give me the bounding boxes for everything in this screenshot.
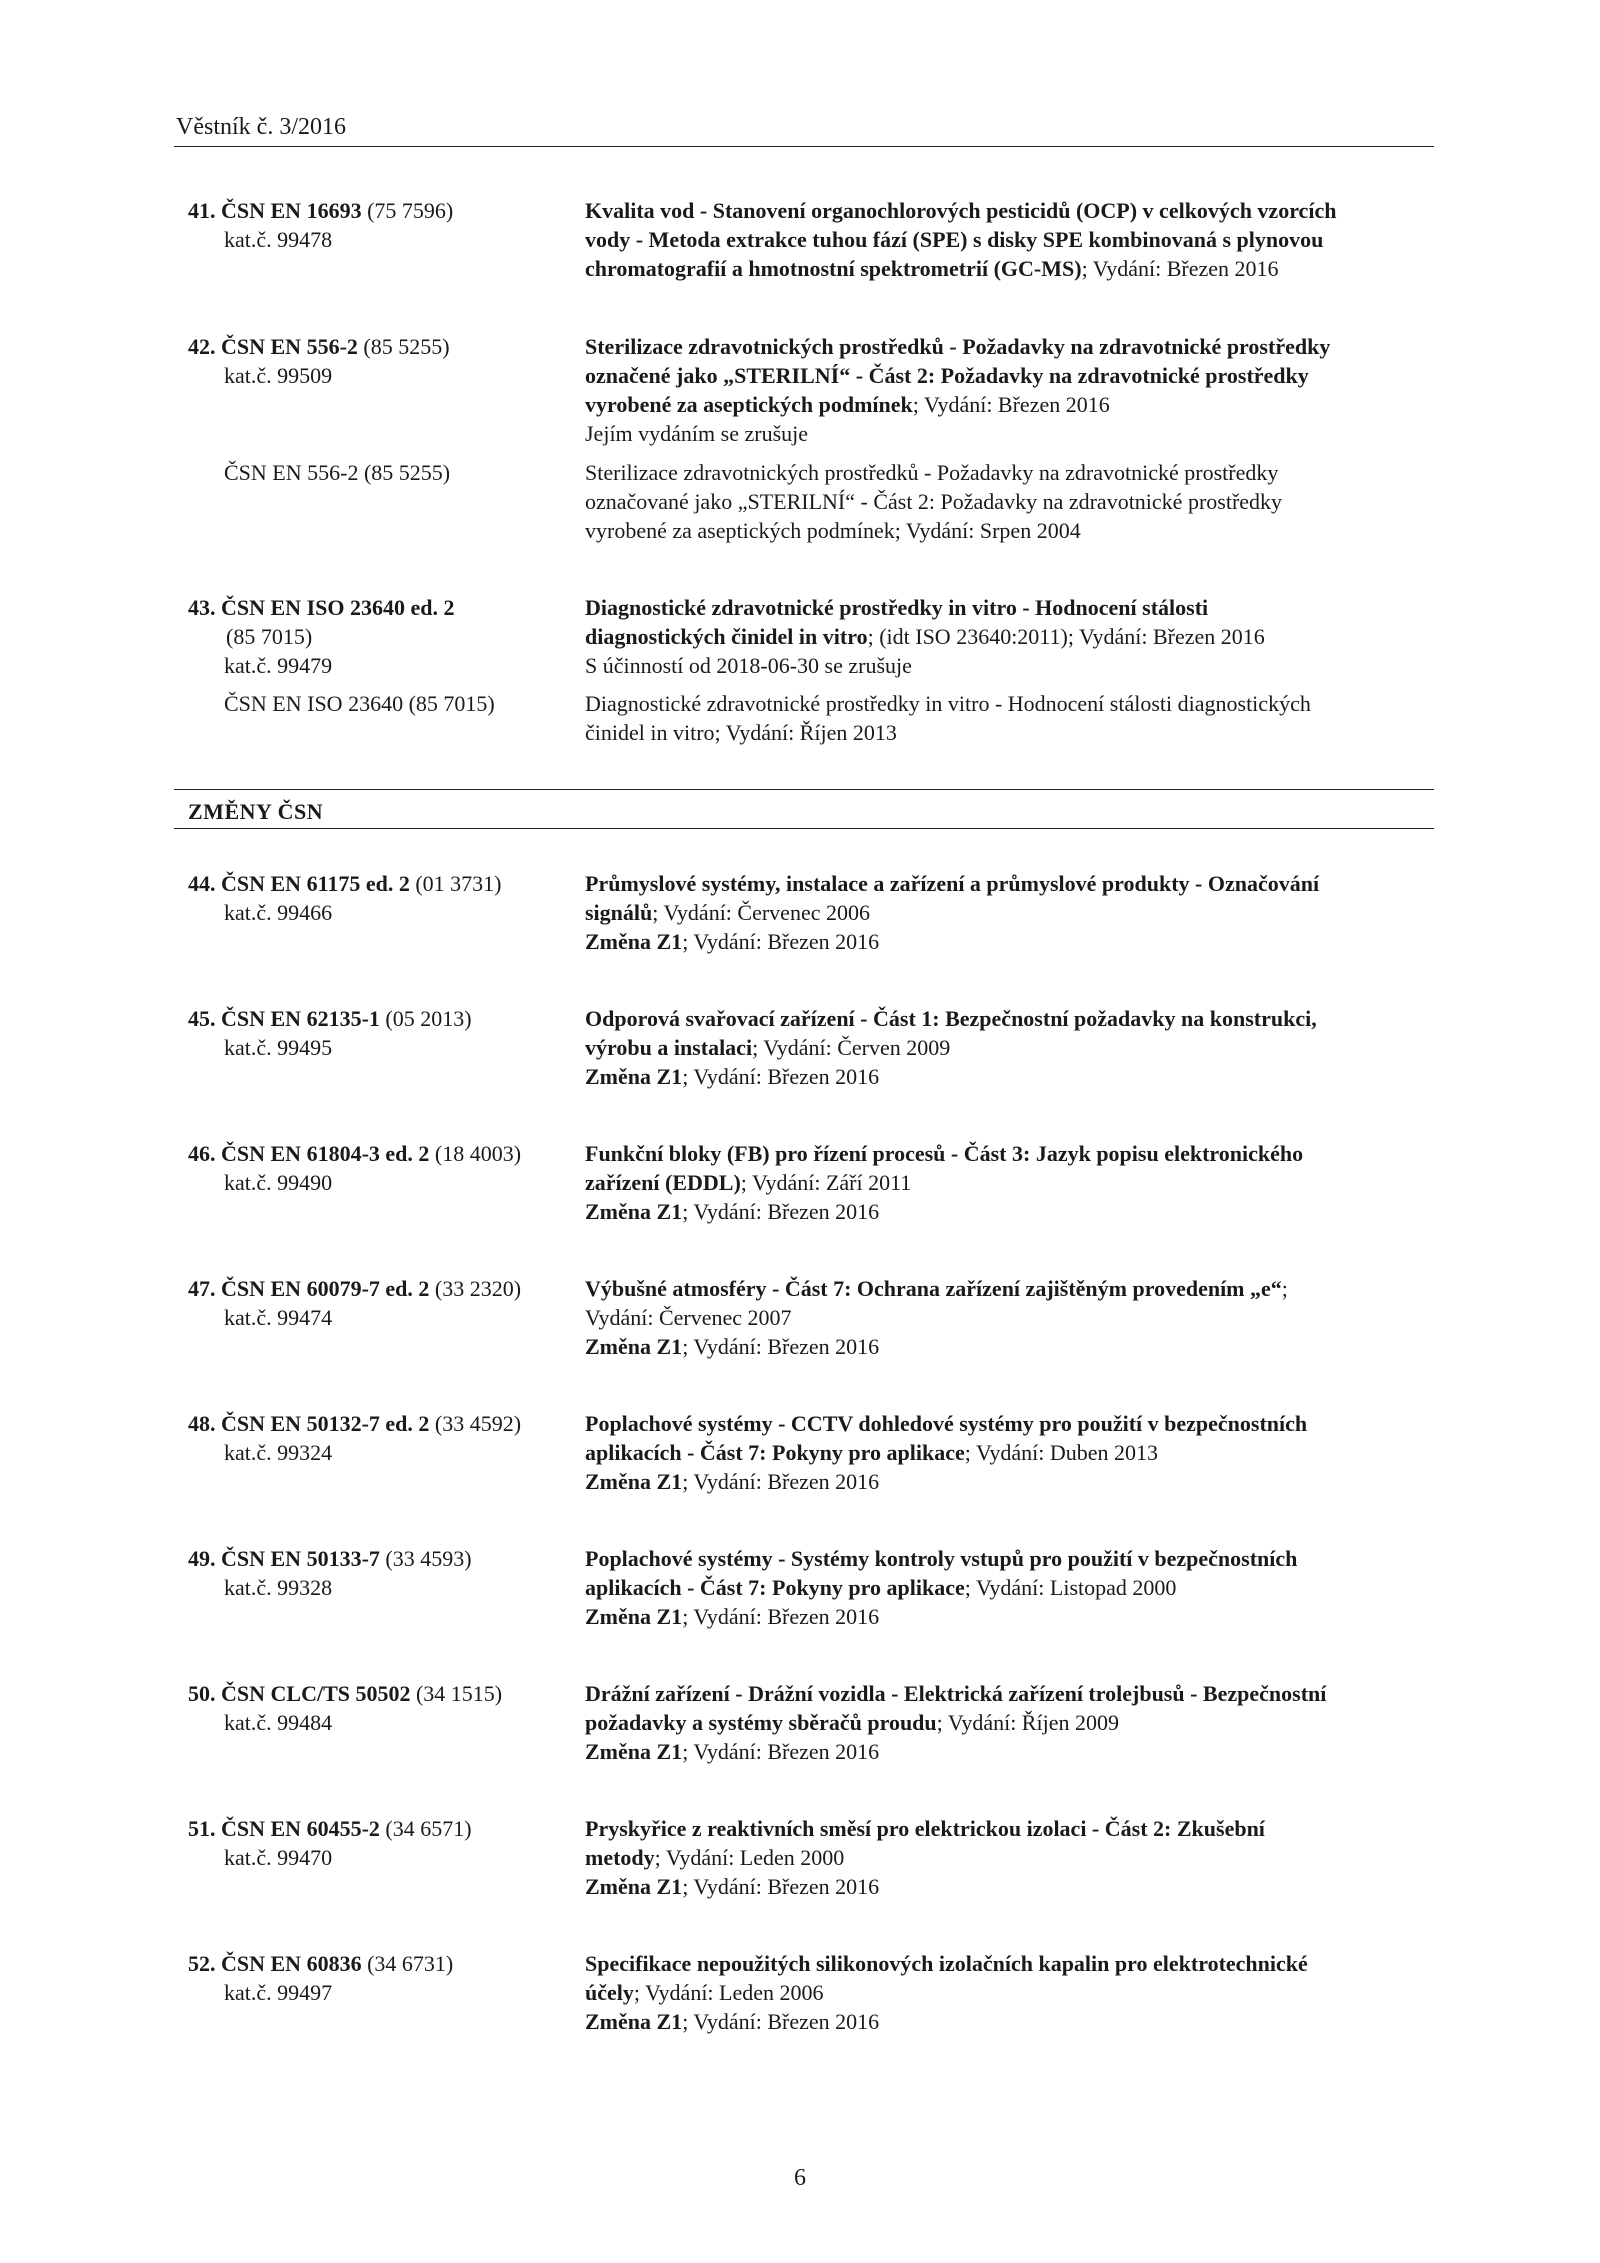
title-line: označené jako „STERILNÍ“ - Část 2: Požadavky na zdravotnické prostředky — [585, 363, 1309, 388]
amendment-date: ; Vydání: Březen 2016 — [682, 1739, 880, 1764]
standard-code: ČSN EN ISO 23640 ed. 2 — [221, 595, 455, 620]
entry-number: 48. — [188, 1411, 216, 1436]
amendment-label: Změna Z1 — [585, 1874, 683, 1899]
title-line-rest: ; Vydání: Březen 2016 — [912, 392, 1110, 417]
standard-code: ČSN CLC/TS 50502 — [221, 1681, 411, 1706]
amendment-date: ; Vydání: Březen 2016 — [682, 1334, 880, 1359]
amendment-date: ; Vydání: Březen 2016 — [682, 1199, 880, 1224]
amendment-label: Změna Z1 — [585, 1604, 683, 1629]
section-divider-top — [174, 789, 1434, 790]
replaced-title-line: Diagnostické zdravotnické prostředky in vitro - Hodnocení stálosti diagnostických — [585, 691, 1311, 716]
classification-code: (75 7596) — [367, 198, 454, 223]
replaced-title-block — [585, 458, 1435, 545]
classification-code: (85 5255) — [363, 334, 450, 359]
title-line: Funkční bloky (FB) pro řízení procesů - Část 3: Jazyk popisu elektronického — [585, 1141, 1304, 1166]
title-line: Diagnostické zdravotnické prostředky in vitro - Hodnocení stálosti — [585, 595, 1209, 620]
amendment-label: Změna Z1 — [585, 1469, 683, 1494]
title-line: Výbušné atmosféry - Část 7: Ochrana zařízení zajištěným provedením „e“ — [585, 1276, 1282, 1301]
standard-id-block — [188, 593, 568, 680]
amendment-date: ; Vydání: Březen 2016 — [682, 1469, 880, 1494]
amendment-label: Změna Z1 — [585, 929, 683, 954]
section-divider-bottom — [174, 828, 1434, 829]
amendment-date: ; Vydání: Březen 2016 — [682, 929, 880, 954]
catalog-number: kat.č. 99466 — [224, 900, 333, 925]
title-line: vody - Metoda extrakce tuhou fází (SPE) s disky SPE kombinovaná s plynovou — [585, 227, 1324, 252]
classification-code: (34 1515) — [415, 1681, 503, 1706]
classification-code: (85 7015) — [226, 624, 313, 649]
standard-id-block — [188, 1679, 568, 1737]
entry-number: 46. — [188, 1141, 216, 1166]
title-line: chromatografií a hmotnostní spektrometrií (GC-MS) — [585, 256, 1082, 281]
catalog-number: kat.č. 99497 — [224, 1980, 333, 2005]
classification-code: (01 3731) — [415, 871, 502, 896]
title-line: výrobu a instalaci — [585, 1035, 753, 1060]
replaced-standard-code: ČSN EN 556-2 (85 5255) — [224, 460, 451, 485]
standard-id-block — [188, 1004, 568, 1062]
standard-title-block — [585, 332, 1435, 448]
entry-number: 41. — [188, 198, 216, 223]
amendment-label: Změna Z1 — [585, 1739, 683, 1764]
catalog-number: kat.č. 99328 — [224, 1575, 333, 1600]
standard-title-block — [585, 1274, 1435, 1361]
replaced-title-block — [585, 689, 1435, 747]
classification-code: (33 4593) — [385, 1546, 472, 1571]
standard-title-block — [585, 1814, 1435, 1901]
replaced-id-block — [188, 458, 568, 487]
catalog-number: kat.č. 99495 — [224, 1035, 333, 1060]
catalog-number: kat.č. 99484 — [224, 1710, 333, 1735]
title-line-rest: ; Vydání: Říjen 2009 — [936, 1710, 1119, 1735]
standard-title-block — [585, 1544, 1435, 1631]
standard-id-block — [188, 1274, 568, 1332]
replaced-id-block — [188, 689, 568, 718]
title-line: aplikacích - Část 7: Pokyny pro aplikace — [585, 1440, 965, 1465]
classification-code: (34 6571) — [385, 1816, 472, 1841]
amendment-label: Změna Z1 — [585, 2009, 683, 2034]
title-line-rest: Vydání: Červenec 2007 — [585, 1305, 792, 1330]
standard-title-block — [585, 1949, 1435, 2036]
entry-number: 42. — [188, 334, 216, 359]
title-line: aplikacích - Část 7: Pokyny pro aplikace — [585, 1575, 965, 1600]
catalog-number: kat.č. 99324 — [224, 1440, 333, 1465]
journal-header-title: Věstník č. 3/2016 — [176, 114, 346, 140]
title-line: Odporová svařovací zařízení - Část 1: Bezpečnostní požadavky na konstrukci, — [585, 1006, 1317, 1031]
title-line-rest: ; Vydání: Duben 2013 — [964, 1440, 1159, 1465]
catalog-number: kat.č. 99470 — [224, 1845, 333, 1870]
entry-number: 45. — [188, 1006, 216, 1031]
classification-code: (05 2013) — [385, 1006, 472, 1031]
entry-number: 51. — [188, 1816, 216, 1841]
title-line: diagnostických činidel in vitro — [585, 624, 868, 649]
title-line: signálů — [585, 900, 653, 925]
catalog-number: kat.č. 99474 — [224, 1305, 333, 1330]
standard-title-block — [585, 869, 1435, 956]
replaced-title-line: označované jako „STERILNÍ“ - Část 2: Požadavky na zdravotnické prostředky — [585, 489, 1283, 514]
cancellation-note: S účinností od 2018-06-30 se zrušuje — [585, 653, 912, 678]
standard-title-block — [585, 1409, 1435, 1496]
title-line-rest: ; — [1281, 1276, 1288, 1301]
title-line: vyrobené za aseptických podmínek — [585, 392, 913, 417]
entry-number: 52. — [188, 1951, 216, 1976]
title-line: Poplachové systémy - CCTV dohledové systémy pro použití v bezpečnostních — [585, 1411, 1308, 1436]
classification-code: (33 2320) — [434, 1276, 522, 1301]
standard-id-block — [188, 1544, 568, 1602]
amendment-date: ; Vydání: Březen 2016 — [682, 1604, 880, 1629]
title-line-rest: ; (idt ISO 23640:2011); Vydání: Březen 2016 — [867, 624, 1265, 649]
entry-number: 47. — [188, 1276, 216, 1301]
catalog-number: kat.č. 99478 — [224, 227, 333, 252]
title-line: zařízení (EDDL) — [585, 1170, 741, 1195]
entry-number: 44. — [188, 871, 216, 896]
standard-code: ČSN EN 16693 — [221, 198, 362, 223]
classification-code: (34 6731) — [367, 1951, 454, 1976]
catalog-number: kat.č. 99490 — [224, 1170, 333, 1195]
title-line-rest: ; Vydání: Listopad 2000 — [964, 1575, 1177, 1600]
standard-code: ČSN EN 60079-7 ed. 2 — [221, 1276, 430, 1301]
title-line: Drážní zařízení - Drážní vozidla - Elektrická zařízení trolejbusů - Bezpečnostní — [585, 1681, 1327, 1706]
standard-title-block — [585, 1139, 1435, 1226]
standard-code: ČSN EN 62135-1 — [221, 1006, 380, 1031]
standard-title-block — [585, 1679, 1435, 1766]
replaced-standard-code: ČSN EN ISO 23640 (85 7015) — [224, 691, 495, 716]
amendment-date: ; Vydání: Březen 2016 — [682, 1064, 880, 1089]
standard-code: ČSN EN 50132-7 ed. 2 — [221, 1411, 430, 1436]
standard-code: ČSN EN 61175 ed. 2 — [221, 871, 410, 896]
entry-number: 50. — [188, 1681, 216, 1706]
standard-id-block — [188, 869, 568, 927]
replaced-title-line: Sterilizace zdravotnických prostředků - Požadavky na zdravotnické prostředky — [585, 460, 1279, 485]
title-line-rest: ; Vydání: Červenec 2006 — [652, 900, 870, 925]
title-line: Sterilizace zdravotnických prostředků - Požadavky na zdravotnické prostředky — [585, 334, 1331, 359]
standard-title-block — [585, 593, 1435, 680]
standard-code: ČSN EN 50133-7 — [221, 1546, 380, 1571]
standard-code: ČSN EN 60455-2 — [221, 1816, 380, 1841]
title-line: metody — [585, 1845, 655, 1870]
title-line: účely — [585, 1980, 634, 2005]
standard-id-block — [188, 1814, 568, 1872]
standard-id-block — [188, 332, 568, 390]
title-line: Poplachové systémy - Systémy kontroly vstupů pro použití v bezpečnostních — [585, 1546, 1298, 1571]
standard-title-block — [585, 1004, 1435, 1091]
classification-code: (33 4592) — [434, 1411, 522, 1436]
amendment-date: ; Vydání: Březen 2016 — [682, 2009, 880, 2034]
standard-code: ČSN EN 60836 — [221, 1951, 362, 1976]
standard-id-block — [188, 196, 568, 254]
header-divider — [174, 146, 1434, 147]
amendment-label: Změna Z1 — [585, 1064, 683, 1089]
standard-code: ČSN EN 556-2 — [221, 334, 358, 359]
replaced-title-line: vyrobené za aseptických podmínek; Vydání: Srpen 2004 — [585, 518, 1081, 543]
replaced-title-line: činidel in vitro; Vydání: Říjen 2013 — [585, 720, 897, 745]
title-line: Kvalita vod - Stanovení organochlorových pesticidů (OCP) v celkových vzorcích — [585, 198, 1337, 223]
title-line: Průmyslové systémy, instalace a zařízení a průmyslové produkty - Označování — [585, 871, 1320, 896]
catalog-number: kat.č. 99509 — [224, 363, 333, 388]
entry-number: 43. — [188, 595, 216, 620]
title-line: Pryskyřice z reaktivních směsí pro elektrickou izolaci - Část 2: Zkušební — [585, 1816, 1265, 1841]
standard-id-block — [188, 1139, 568, 1197]
page-number: 6 — [794, 2165, 806, 2191]
classification-code: (18 4003) — [434, 1141, 522, 1166]
title-line-rest: ; Vydání: Březen 2016 — [1081, 256, 1279, 281]
amendment-date: ; Vydání: Březen 2016 — [682, 1874, 880, 1899]
standard-id-block — [188, 1409, 568, 1467]
title-line-rest: ; Vydání: Září 2011 — [740, 1170, 912, 1195]
cancellation-note: Jejím vydáním se zrušuje — [585, 421, 809, 446]
catalog-number: kat.č. 99479 — [224, 653, 333, 678]
title-line-rest: ; Vydání: Červen 2009 — [752, 1035, 951, 1060]
amendment-label: Změna Z1 — [585, 1334, 683, 1359]
standard-id-block — [188, 1949, 568, 2007]
title-line: Specifikace nepoužitých silikonových izolačních kapalin pro elektrotechnické — [585, 1951, 1308, 1976]
amendment-label: Změna Z1 — [585, 1199, 683, 1224]
title-line-rest: ; Vydání: Leden 2000 — [654, 1845, 845, 1870]
entry-number: 49. — [188, 1546, 216, 1571]
standard-code: ČSN EN 61804-3 ed. 2 — [221, 1141, 430, 1166]
title-line: požadavky a systémy sběračů proudu — [585, 1710, 937, 1735]
standard-title-block — [585, 196, 1435, 283]
title-line-rest: ; Vydání: Leden 2006 — [633, 1980, 824, 2005]
section-heading: ZMĚNY ČSN — [188, 799, 324, 824]
